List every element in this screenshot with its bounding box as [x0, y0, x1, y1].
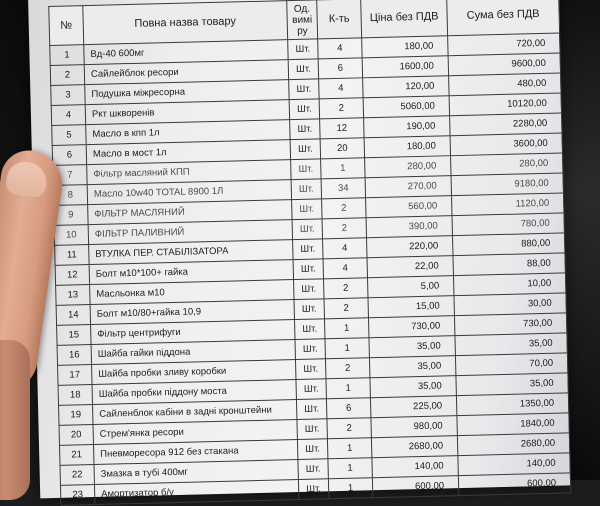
row-quantity: 1: [328, 478, 372, 499]
row-number: 1: [50, 45, 84, 66]
row-number: 20: [59, 425, 93, 446]
row-price: 600,00: [372, 476, 458, 498]
row-unit: Шт.: [298, 479, 328, 500]
row-product-name: Сайленблок кабіни в задні кронштейни: [93, 400, 297, 425]
row-sum: 9180,00: [451, 173, 563, 196]
row-quantity: 1: [327, 438, 371, 459]
thumbnail-nail: [5, 160, 49, 199]
row-sum: 30,00: [454, 293, 566, 316]
row-quantity: 1: [325, 338, 369, 359]
row-quantity: 1: [326, 378, 370, 399]
row-number: 10: [54, 225, 88, 246]
row-sum: 70,00: [455, 353, 567, 376]
row-sum: 600,00: [458, 473, 570, 496]
row-number: 13: [56, 285, 90, 306]
row-number: 12: [55, 265, 89, 286]
row-price: 390,00: [366, 216, 452, 238]
row-product-name: Змазка в тубі 400мг: [94, 460, 298, 485]
row-number: 23: [60, 484, 94, 505]
row-price: 5,00: [368, 276, 454, 298]
row-quantity: 34: [321, 178, 365, 199]
row-product-name: Масло в кпп 1л: [86, 120, 290, 145]
row-price: 5060,00: [363, 96, 449, 118]
row-quantity: 4: [323, 238, 367, 259]
row-quantity: 6: [318, 58, 362, 79]
invoice-paper: [28, 0, 570, 501]
row-price: 560,00: [366, 196, 452, 218]
row-unit: Шт.: [296, 399, 326, 420]
row-sum: 280,00: [451, 153, 563, 176]
row-number: 7: [53, 165, 87, 186]
row-price: 35,00: [369, 336, 455, 358]
row-sum: 1350,00: [456, 393, 568, 416]
row-sum: 780,00: [452, 213, 564, 236]
row-product-name: Масло в мост 1л: [86, 140, 290, 165]
row-unit: Шт.: [294, 279, 324, 300]
row-unit: Шт.: [288, 59, 318, 80]
row-sum: 140,00: [458, 453, 570, 476]
row-number: 15: [57, 325, 91, 346]
row-quantity: 2: [327, 418, 371, 439]
row-product-name: Шайба пробки зливу коробки: [92, 360, 296, 385]
row-quantity: 1: [324, 318, 368, 339]
row-price: 270,00: [365, 176, 451, 198]
row-number: 9: [54, 205, 88, 226]
row-number: 18: [58, 385, 92, 406]
thumb-base: [0, 340, 30, 500]
row-quantity: 2: [322, 198, 366, 219]
row-price: 140,00: [372, 456, 458, 478]
row-price: 120,00: [363, 76, 449, 98]
row-sum: 1840,00: [457, 413, 569, 436]
row-price: 190,00: [364, 116, 450, 138]
row-product-name: Шайба пробки піддону моста: [92, 380, 296, 405]
row-unit: Шт.: [294, 299, 324, 320]
row-unit: Шт.: [288, 39, 318, 60]
row-unit: Шт.: [291, 159, 321, 180]
row-sum: 10120,00: [449, 93, 561, 116]
row-unit: Шт.: [292, 219, 322, 240]
row-sum: 730,00: [454, 313, 566, 336]
row-sum: 10,00: [453, 273, 565, 296]
row-unit: Шт.: [295, 339, 325, 360]
row-sum: 88,00: [453, 253, 565, 276]
header-quantity: К-ть: [317, 0, 362, 39]
row-sum: 9600,00: [448, 53, 560, 76]
row-quantity: 12: [320, 118, 364, 139]
row-quantity: 1: [328, 458, 372, 479]
row-price: 2680,00: [371, 436, 457, 458]
row-number: 8: [53, 185, 87, 206]
row-number: 21: [60, 445, 94, 466]
row-product-name: ФІЛЬТР ПАЛИВНИЙ: [88, 220, 292, 245]
row-product-name: ВТУЛКА ПЕР. СТАБІЛІЗАТОРА: [89, 240, 293, 265]
row-quantity: 4: [319, 78, 363, 99]
row-product-name: Фільтр центрифуги: [91, 320, 295, 345]
row-price: 220,00: [367, 236, 453, 258]
row-quantity: 2: [322, 218, 366, 239]
row-number: 14: [56, 305, 90, 326]
row-unit: Шт.: [297, 439, 327, 460]
row-number: 6: [52, 145, 86, 166]
row-unit: Шт.: [290, 139, 320, 160]
row-price: 730,00: [368, 316, 454, 338]
row-quantity: 2: [324, 278, 368, 299]
row-sum: 2280,00: [450, 113, 562, 136]
row-price: 180,00: [362, 36, 448, 58]
row-number: 16: [57, 345, 91, 366]
row-product-name: Вд-40 600мг: [84, 40, 288, 65]
row-quantity: 2: [319, 98, 363, 119]
row-quantity: 1: [321, 158, 365, 179]
row-number: 3: [51, 85, 85, 106]
row-product-name: Болт м10*100+ гайка: [89, 260, 293, 285]
row-price: 980,00: [371, 416, 457, 438]
row-number: 11: [55, 245, 89, 266]
row-unit: Шт.: [297, 419, 327, 440]
row-product-name: Масльонка м10: [90, 280, 294, 305]
row-unit: Шт.: [292, 199, 322, 220]
row-unit: Шт.: [298, 459, 328, 480]
row-unit: Шт.: [289, 99, 319, 120]
row-unit: Шт.: [295, 359, 325, 380]
row-unit: Шт.: [290, 119, 320, 140]
row-product-name: Ркт шкворенів: [85, 100, 289, 125]
row-quantity: 6: [326, 398, 370, 419]
row-product-name: Пневморесора 912 без стакана: [93, 440, 297, 465]
row-quantity: 4: [323, 258, 367, 279]
header-sum: Сума без ПДВ: [447, 0, 560, 36]
row-sum: 35,00: [456, 373, 568, 396]
row-unit: Шт.: [295, 319, 325, 340]
row-product-name: ФІЛЬТР МАСЛЯНИЙ: [88, 200, 292, 225]
row-sum: 720,00: [448, 33, 560, 56]
row-sum: 880,00: [453, 233, 565, 256]
header-price: Ціна без ПДВ: [361, 0, 448, 38]
goods-table: [48, 0, 571, 506]
row-number: 17: [58, 365, 92, 386]
row-quantity: 2: [324, 298, 368, 319]
row-unit: Шт.: [289, 79, 319, 100]
row-product-name: Подушка міжресорна: [85, 80, 289, 105]
row-product-name: Сайлейблок ресори: [84, 60, 288, 85]
row-quantity: 2: [325, 358, 369, 379]
row-price: 15,00: [368, 296, 454, 318]
row-product-name: Амортизатор б/у: [94, 480, 298, 505]
row-price: 22,00: [367, 256, 453, 278]
row-product-name: Стрем'янка ресори: [93, 420, 297, 445]
row-price: 35,00: [370, 376, 456, 398]
row-price: 35,00: [369, 356, 455, 378]
row-product-name: Масло 10w40 TOTAL 8900 1Л: [87, 180, 291, 205]
row-product-name: Болт м10/80+гайка 10,9: [90, 300, 294, 325]
row-quantity: 20: [320, 138, 364, 159]
row-price: 180,00: [364, 136, 450, 158]
header-number: №: [49, 6, 84, 46]
row-number: 4: [51, 105, 85, 126]
table-body: [50, 33, 571, 505]
row-price: 280,00: [365, 156, 451, 178]
row-product-name: Шайба гайки піддона: [91, 340, 295, 365]
header-unit: Од. вимі ру: [287, 0, 318, 40]
row-number: 19: [59, 405, 93, 426]
header-name: Повна назва товару: [83, 1, 288, 45]
row-unit: Шт.: [293, 239, 323, 260]
row-unit: Шт.: [293, 259, 323, 280]
row-unit: Шт.: [291, 179, 321, 200]
row-sum: 35,00: [455, 333, 567, 356]
row-sum: 3600,00: [450, 133, 562, 156]
row-number: 2: [50, 65, 84, 86]
row-number: 22: [60, 465, 94, 486]
row-price: 1600,00: [362, 56, 448, 78]
row-unit: Шт.: [296, 379, 326, 400]
row-price: 225,00: [370, 396, 456, 418]
row-quantity: 4: [318, 38, 362, 59]
row-number: 5: [52, 125, 86, 146]
row-sum: 1120,00: [452, 193, 564, 216]
row-sum: 480,00: [449, 73, 561, 96]
row-product-name: Фільтр масляний КПП: [87, 160, 291, 185]
row-sum: 2680,00: [457, 433, 569, 456]
